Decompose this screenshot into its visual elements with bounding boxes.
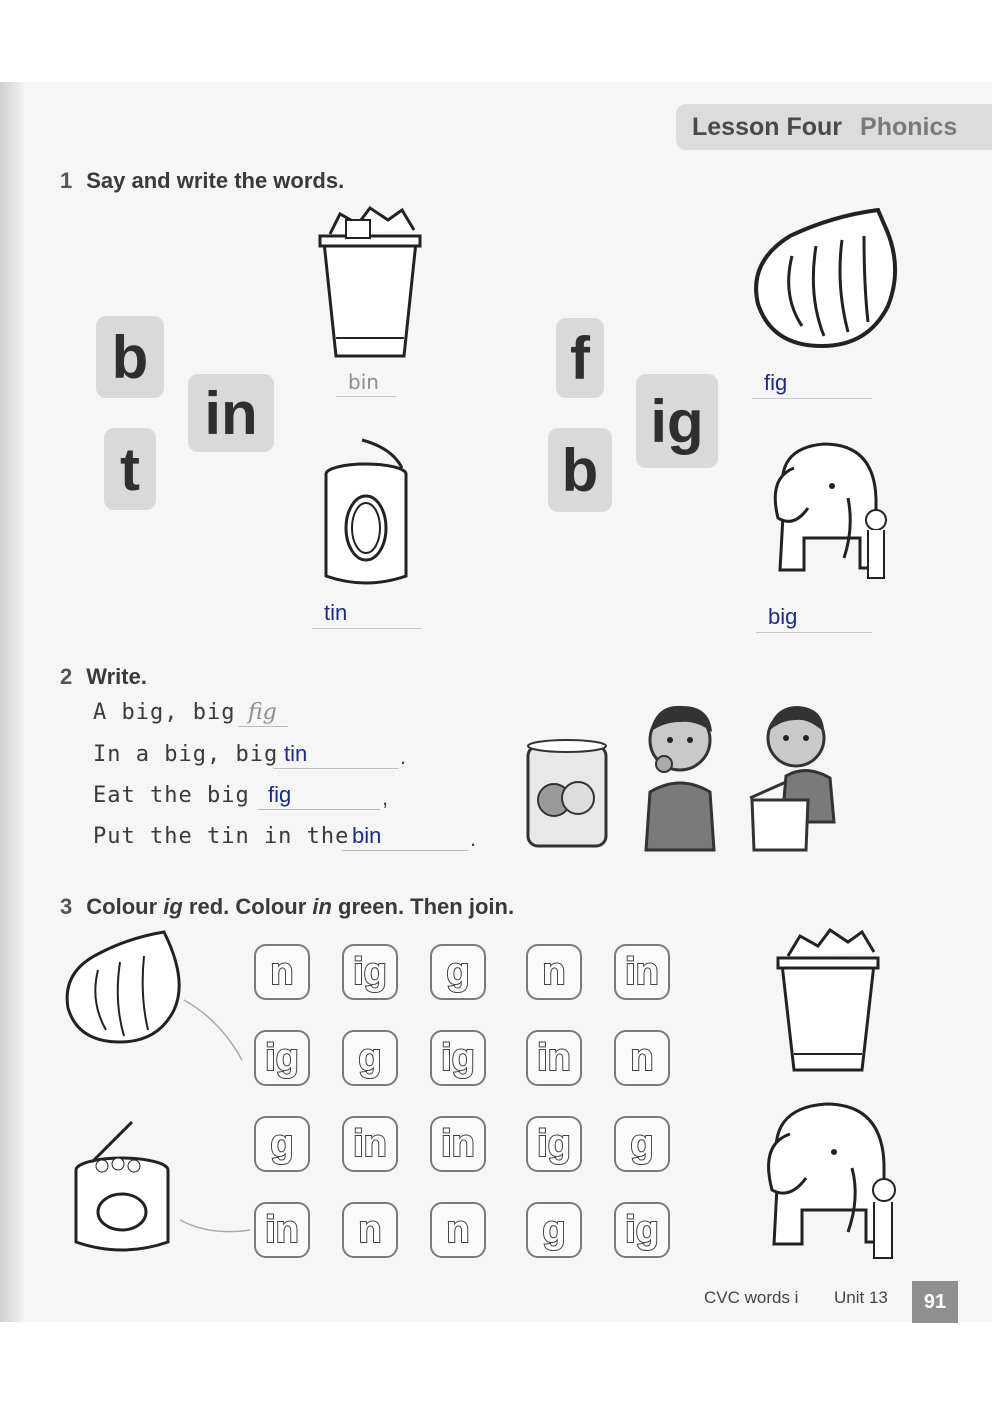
grid-cell[interactable] <box>526 944 582 1000</box>
onset-tile-f: f <box>556 318 604 398</box>
grid-cell[interactable] <box>430 1202 486 1258</box>
grid-cell-label: ig <box>441 1036 475 1079</box>
boy-eating-icon <box>636 702 720 852</box>
grid-cell[interactable] <box>614 1030 670 1086</box>
section-instruction: Say and write the words. <box>86 168 345 193</box>
lesson-label: Lesson Four <box>692 112 843 141</box>
section-number: 2 <box>60 664 73 689</box>
grid-cell-label: in <box>625 950 659 993</box>
section-number: 1 <box>60 168 73 193</box>
grid-cell-label: g <box>358 1036 382 1079</box>
grid-cell[interactable] <box>526 1030 582 1086</box>
grid-cell-label: g <box>630 1122 654 1165</box>
grid-cell-label: g <box>542 1208 566 1251</box>
jar-of-figs-icon <box>524 738 610 850</box>
onset-tile-t: t <box>104 428 156 510</box>
punctuation-4: . <box>470 826 477 851</box>
word-line-bin: bin <box>336 366 396 397</box>
grid-cell[interactable] <box>342 1030 398 1086</box>
grid-cell[interactable] <box>614 944 670 1000</box>
fig-icon-small <box>64 930 188 1046</box>
grid-cell-label: in <box>265 1208 299 1251</box>
rime-tile-ig: ig <box>636 374 718 468</box>
tin-of-peas-icon <box>72 1118 176 1254</box>
grid-cell-label: ig <box>265 1036 299 1079</box>
grid-cell[interactable] <box>254 944 310 1000</box>
grid-cell[interactable] <box>614 1116 670 1172</box>
grid-cell-label: n <box>542 950 566 993</box>
grid-cell[interactable] <box>430 944 486 1000</box>
grid-cell-label: ig <box>625 1208 659 1251</box>
section-3-title: 3 Colour ig red. Colour in green. Then join. <box>60 894 515 919</box>
grid-cell-label: g <box>270 1122 294 1165</box>
word-line-fig: fig <box>752 368 872 399</box>
section-2-title <box>60 664 147 690</box>
grid-cell-label: n <box>446 1208 470 1251</box>
grid-cell-label: in <box>537 1036 571 1079</box>
word-line-big: big <box>756 602 872 633</box>
grid-cell-label: g <box>446 950 470 993</box>
page-spine-shadow <box>0 82 24 1322</box>
join-lines <box>180 1000 260 1240</box>
answer-2: tin <box>274 740 398 769</box>
punctuation-2: . <box>400 744 407 769</box>
grid-cell[interactable] <box>342 944 398 1000</box>
page-number: 91 <box>912 1281 958 1323</box>
sentence-4: Put the tin in the <box>93 824 350 849</box>
section-1-title <box>60 168 344 194</box>
grid-cell[interactable] <box>254 1030 310 1086</box>
grid-cell[interactable] <box>342 1116 398 1172</box>
grid-cell-label: n <box>358 1208 382 1251</box>
elephant-icon-small <box>756 1098 902 1264</box>
grid-cell[interactable] <box>342 1202 398 1258</box>
grid-cell[interactable] <box>614 1202 670 1258</box>
section-number: 3 <box>60 894 73 919</box>
elephant-icon <box>764 438 896 588</box>
rime-tile-in: in <box>188 374 274 452</box>
sentence-2: In a big, big <box>93 742 279 767</box>
onset-tile-b: b <box>96 316 164 398</box>
grid-cell[interactable] <box>526 1116 582 1172</box>
footer-topic: CVC words i <box>704 1288 799 1307</box>
lesson-header <box>676 104 992 150</box>
answer-3: fig <box>258 781 380 810</box>
bin-icon <box>310 206 430 366</box>
word-line-tin: tin <box>312 598 422 629</box>
tin-can-icon <box>322 438 414 588</box>
sentence-3: Eat the big <box>93 783 250 808</box>
answer-1: fig <box>238 698 288 727</box>
grid-cell-label: ig <box>537 1122 571 1165</box>
footer-unit: Unit 13 <box>834 1288 888 1307</box>
grid-cell[interactable] <box>430 1030 486 1086</box>
grid-cell[interactable] <box>254 1202 310 1258</box>
answer-4: bin <box>342 822 468 851</box>
grid-cell-label: n <box>270 950 294 993</box>
grid-cell-label: in <box>441 1122 475 1165</box>
onset-tile-b2: b <box>548 428 612 512</box>
grid-cell-label: ig <box>353 950 387 993</box>
grid-cell[interactable] <box>254 1116 310 1172</box>
punctuation-3: , <box>382 785 389 810</box>
section-instruction: Write. <box>86 664 147 689</box>
grid-cell[interactable] <box>526 1202 582 1258</box>
bin-icon-small <box>774 930 882 1074</box>
boy-with-bin-icon <box>746 702 842 852</box>
grid-cell[interactable] <box>430 1116 486 1172</box>
fig-icon <box>752 206 904 352</box>
grid-cell-label: in <box>353 1122 387 1165</box>
sentence-1: A big, big <box>93 700 236 725</box>
lesson-topic: Phonics <box>860 112 958 141</box>
grid-cell-label: n <box>630 1036 654 1079</box>
